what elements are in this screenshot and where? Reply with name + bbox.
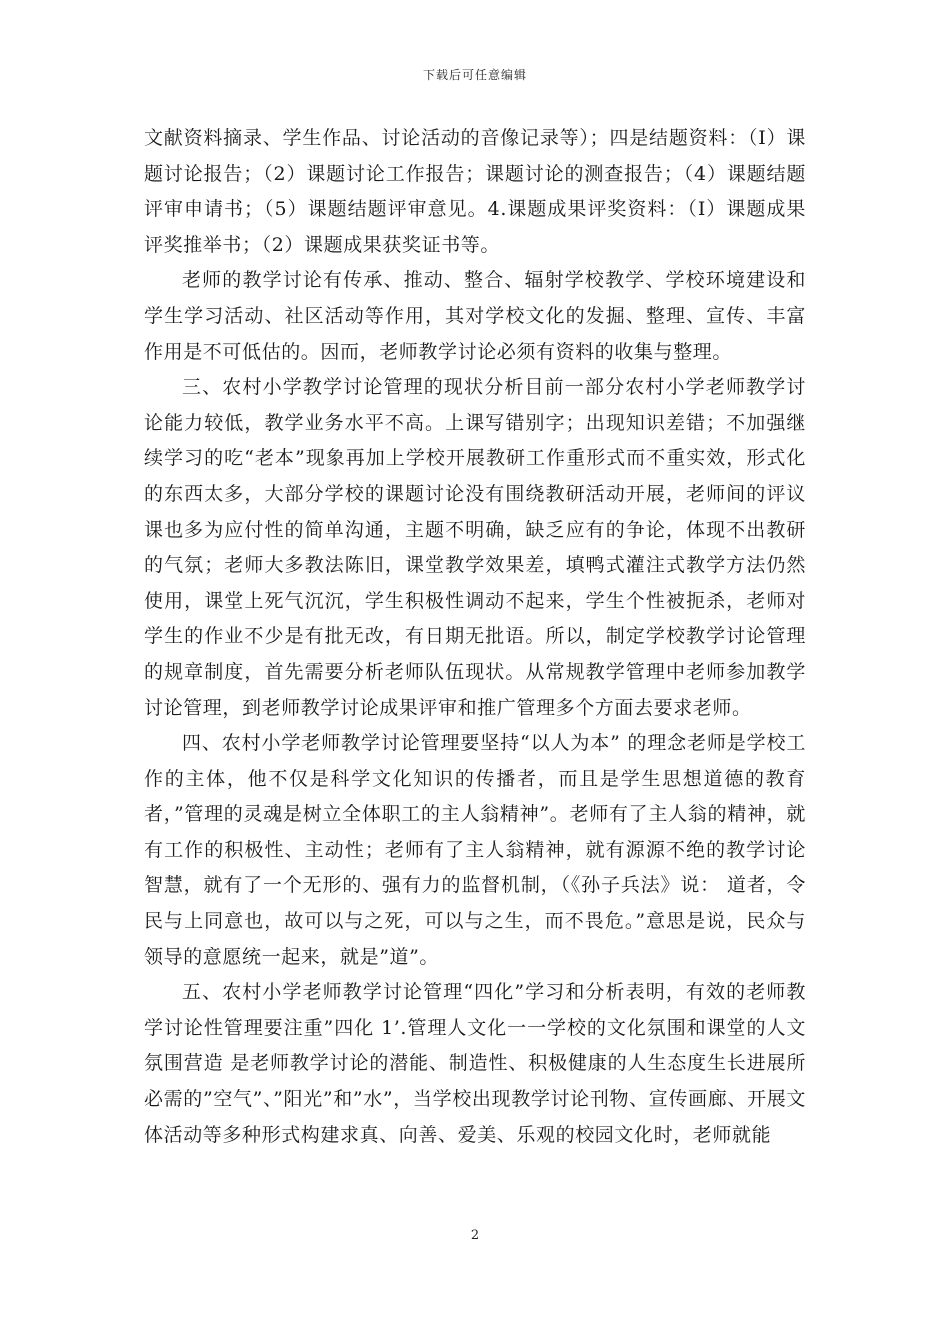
page-header: 下载后可任意编辑 xyxy=(422,68,527,82)
paragraph-5: 五、农村小学老师教学讨论管理“四化”学习和分析表明，有效的老师教学讨论性管理要注重”四化 1’.管理人文化一一学校的文化氛围和课堂的人文氛围营造 是老师教学讨论的潜能、制造性、积极健康的人生态度生长进展所必需的”空气”、”阳光”和”水”，当学校出现教学讨论刊物、宣传画廊、开展文体活动等多种形式构建求真、向善、爱美、乐观的校园文化时，老师就能 xyxy=(144,981,806,1146)
page-number: 2 xyxy=(470,1228,480,1243)
paragraph-3: 三、农村小学教学讨论管理的现状分析目前一部分农村小学老师教学讨论能力较低，教学业务水平不高。上课写错别字；出现知识差错；不加强继续学习的吃“老本”现象再加上学校开展教研工作重形式而不重实效，形式化的东西太多，大部分学校的课题讨论没有围绕教研活动开展，老师间的评议课也多为应付性的简单沟通，主题不明确，缺乏应有的争论，体现不出教研的气氛；老师大多教法陈旧，课堂教学效果差，填鸭式灌注式教学方法仍然使用，课堂上死气沉沉，学生积极性调动不起来，学生个性被扼杀，老师对学生的作业不少是有批无改，有日期无批语。所以，制定学校教学讨论管理的规章制度，首先需要分析老师队伍现状。从常规教学管理中老师参加教学讨论管理，到老师教学讨论成果评审和推广管理多个方面去要求老师。 xyxy=(144,376,806,719)
paragraph-1: 文献资料摘录、学生作品、讨论活动的音像记录等）；四是结题资料：（I）课题讨论报告；（2）课题讨论工作报告；课题讨论的测查报告；（4）课题结题评审申请书；（5）课题结题评审意见。4.课题成果评奖资料：（I）课题成果评奖推举书；（2）课题成果获奖证书等。 xyxy=(144,127,806,256)
paragraph-2: 老师的教学讨论有传承、推动、整合、辐射学校教学、学校环境建设和学生学习活动、社区活动等作用，其对学校文化的发掘、整理、宣传、丰富作用是不可低估的。因而，老师教学讨论必须有资料的收集与整理。 xyxy=(144,269,806,363)
paragraph-4: 四、农村小学老师教学讨论管理要坚持“以人为本” 的理念老师是学校工作的主体，他不仅是科学文化知识的传播者，而且是学生思想道德的教育者，”管理的灵魂是树立全体职工的主人翁精神”。老师有了主人翁的精神，就有工作的积极性、主动性；老师有了主人翁精神，就有源源不绝的教学讨论智慧，就有了一个无形的、强有力的监督机制，（《孙子兵法》说： 道者，令民与上同意也，故可以与之死，可以与之生，而不畏危。”意思是说，民众与领导的意愿统一起来，就是”道”。 xyxy=(144,732,806,968)
document-body xyxy=(144,121,806,1153)
